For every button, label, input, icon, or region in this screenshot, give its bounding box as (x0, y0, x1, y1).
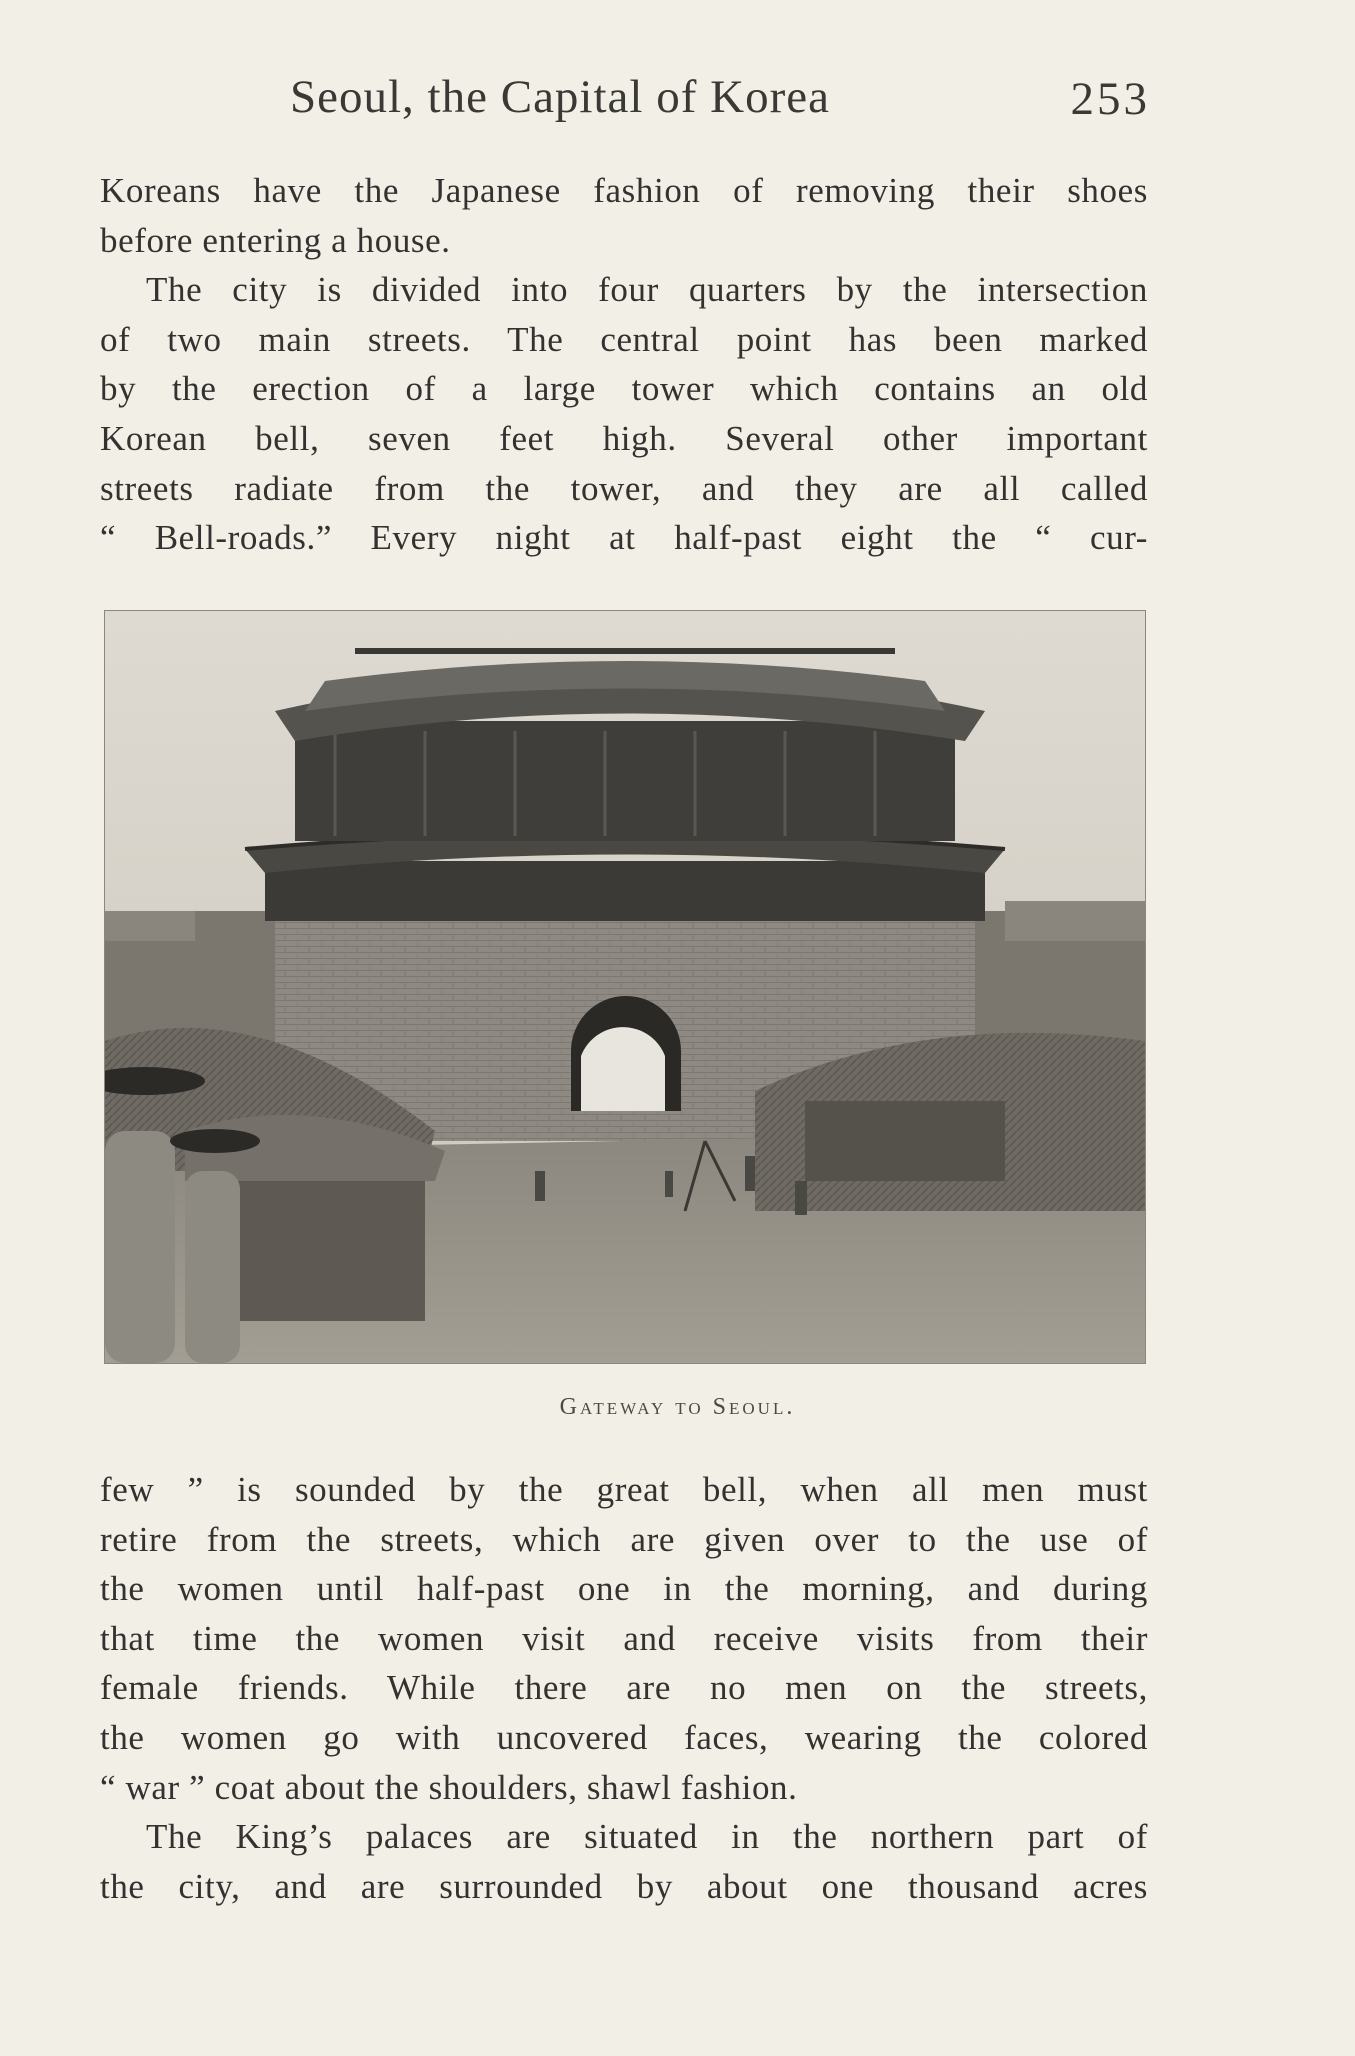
text-line: The King’s palaces are situated in the northern part of (146, 1817, 1148, 1857)
text-line: streets radiate from the tower, and they are all called (100, 468, 1148, 508)
text-line: retire from the streets, which are given over to the use of (100, 1519, 1148, 1559)
page-header (290, 70, 1150, 140)
body-text-top (100, 166, 1148, 563)
text-line: “ Bell-roads.” Every night at half-past eight the “ cur- (100, 518, 1148, 558)
text-line: the city, and are surrounded by about one thousand acres (100, 1866, 1148, 1906)
text-line: The city is divided into four quarters by the intersection (146, 270, 1148, 310)
text-line: Koreans have the Japanese fashion of removing their shoes (100, 171, 1148, 210)
page-number: 253 (1070, 73, 1150, 125)
running-title: Seoul, the Capital of Korea (290, 71, 830, 123)
figure-caption: Gateway to Seoul. (559, 1394, 796, 1420)
body-text-bottom (100, 1465, 1148, 1911)
text-line: the women until half-past one in the morning, and during (100, 1569, 1148, 1609)
text-line: the women go with uncovered faces, wearing the colored (100, 1717, 1148, 1757)
text-line: female friends. While there are no men on the streets, (100, 1668, 1148, 1708)
text-line: by the erection of a large tower which contains an old (100, 369, 1148, 409)
text-line: “ war ” coat about the shoulders, shawl fashion. (100, 1767, 798, 1807)
text-line: before entering a house. (100, 220, 451, 260)
gateway-illustration (105, 611, 1145, 1363)
text-line: that time the women visit and receive visits from their (100, 1618, 1148, 1658)
gateway-photograph (104, 610, 1146, 1364)
text-line: of two main streets. The central point has been marked (100, 319, 1148, 359)
text-line: few ” is sounded by the great bell, when all men must (100, 1470, 1148, 1509)
text-line: Korean bell, seven feet high. Several other important (100, 418, 1148, 458)
